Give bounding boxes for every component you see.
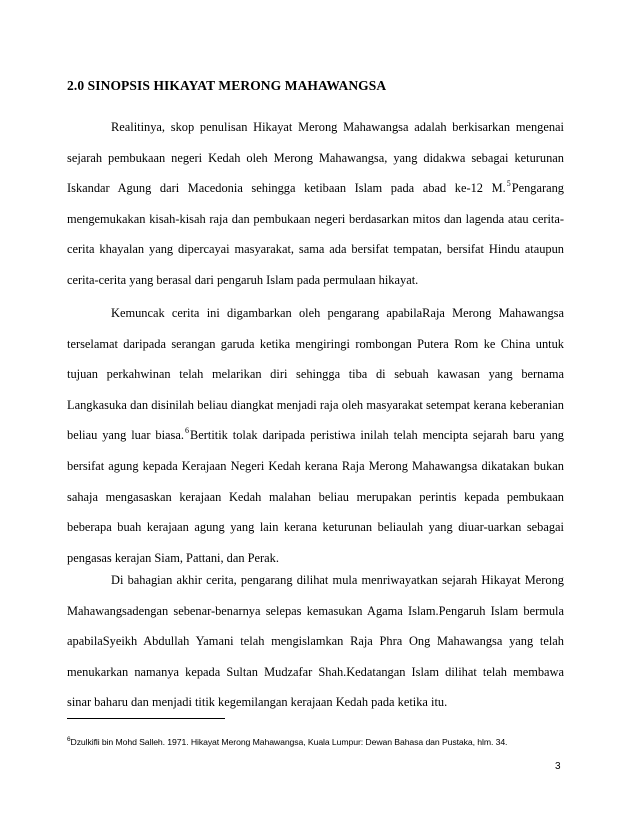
paragraph-1	[67, 112, 564, 296]
footnote-ref-6: 6	[184, 426, 189, 436]
page-number: 3	[555, 761, 561, 772]
paragraph-3	[67, 565, 564, 718]
paragraph-2-text-a: Kemuncak cerita ini digambarkan oleh pengarang apabilaRaja Merong Mahawangsa terselamat daripada serangan garuda ketika mengiringi rombongan Putera Rom ke China untuk tujuan perkahwinan telah melarikan diri sehingga tiba di sebuah kawasan yang bernama Langkasuka dan disinilah beliau diangkat menjadi raja oleh masyarakat setempat kerana keberanian beliau yang luar biasa.	[67, 306, 564, 443]
paragraph-2	[67, 298, 564, 573]
paragraph-2-text-b: Bertitik tolak daripada peristiwa inilah telah mencipta sejarah baru yang bersifat agung kepada Kerajaan Negeri Kedah kerana Raja Merong Mahawangsa dikatakan bukan sahaja mengasaskan kerajaan Kedah malahan beliau merupakan perintis kepada pembukaan beberapa buah kerajaan agung yang lain kerana keturunan beliaulah yang diuar-uarkan sebagai pengasas kerajan Siam, Pattani, dan Perak.	[67, 428, 564, 565]
paragraph-3-text: Di bahagian akhir cerita, pengarang dilihat mula menriwayatkan sejarah Hikayat Merong Mahawangsadengan sebenar-benarnya selepas kemasukan Agama Islam.Pengaruh Islam bermula apabilaSyeikh Abdullah Yamani telah mengislamkan Raja Phra Ong Mahawangsa yang telah menukarkan namanya kepada Sultan Mudzafar Shah.Kedatangan Islam dilihat telah membawa sinar baharu dan menjadi titik kegemilangan kerajaan Kedah pada ketika itu.	[67, 573, 564, 710]
paragraph-1-text-b: Pengarang mengemukakan kisah-kisah raja dan pembukaan negeri berdasarkan mitos dan lagenda atau cerita-cerita khayalan yang dipercayai masyarakat, sama ada bersifat tempatan, bersifat Hindu ataupun cerita-cerita yang berasal dari pengaruh Islam pada permulaan hikayat.	[67, 181, 564, 287]
paragraph-1-text-a: Realitinya, skop penulisan Hikayat Merong Mahawangsa adalah berkisarkan mengenai sejarah pembukaan negeri Kedah oleh Merong Mahawangsa, yang didakwa sebagai keturunan Iskandar Agung dari Macedonia sehingga ketibaan Islam pada abad ke-12 M.	[67, 120, 564, 196]
footnote-text: Dzulkifli bin Mohd Salleh. 1971. Hikayat Merong Mahawangsa, Kuala Lumpur: Dewan Bahasa dan Pustaka, hlm. 34.	[70, 737, 508, 747]
section-heading: 2.0 SINOPSIS HIKAYAT MERONG MAHAWANGSA	[67, 78, 387, 93]
footnote-number: 6	[67, 736, 71, 743]
footnote	[67, 737, 567, 747]
footnote-separator	[67, 718, 225, 719]
footnote-ref-5: 5	[506, 179, 511, 189]
